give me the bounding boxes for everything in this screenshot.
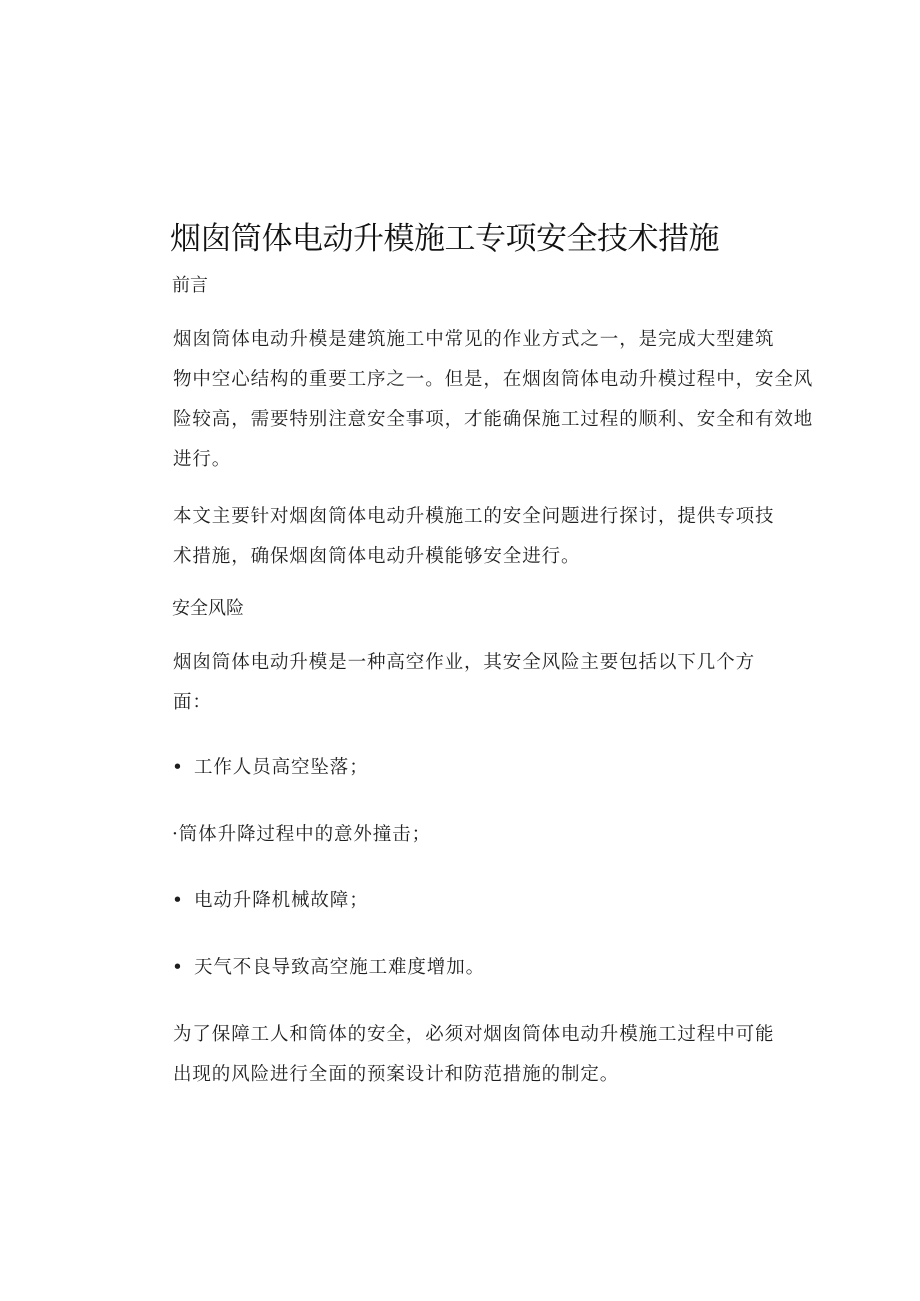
bullet-marker: • — [172, 957, 184, 978]
risk-conclusion-paragraph — [136, 1015, 796, 1095]
risk-item-text: 工作人员高空坠落； — [194, 757, 369, 778]
bullet-marker: • — [172, 757, 184, 778]
paragraph-line: 物中空心结构的重要工序之一。但是，在烟囱筒体电动升模过程中，安全风 — [173, 369, 814, 390]
preface-paragraph-1 — [136, 320, 814, 480]
paragraph-line: 进行。 — [173, 449, 232, 470]
paragraph-line: 出现的风险进行全面的预案设计和防范措施的制定。 — [173, 1064, 620, 1085]
paragraph-line: 险较高，需要特别注意安全事项，才能确保施工过程的顺利、安全和有效地 — [173, 409, 814, 430]
risk-list-item — [172, 886, 369, 916]
paragraph-line: 烟囱筒体电动升模是一种高空作业，其安全风险主要包括以下几个方 — [173, 652, 756, 673]
section-heading-risk: 安全风险 — [172, 598, 244, 619]
paragraph-line: 为了保障工人和筒体的安全，必须对烟囱筒体电动升模施工过程中可能 — [173, 1024, 775, 1045]
risk-item-text: 筒体升降过程中的意外撞击； — [178, 824, 431, 845]
paragraph-line: 面： — [173, 692, 212, 713]
document-title: 烟囱筒体电动升模施工专项安全技术措施 — [170, 221, 719, 257]
risk-list-item — [172, 753, 369, 783]
risk-item-text: 天气不良导致高空施工难度增加。 — [194, 957, 486, 978]
bullet-marker: • — [172, 890, 184, 911]
bullet-marker: · — [172, 824, 179, 845]
section-heading-preface: 前言 — [172, 275, 208, 296]
paragraph-line: 烟囱筒体电动升模是建筑施工中常见的作业方式之一，是完成大型建筑 — [173, 329, 775, 350]
paragraph-line: 术措施，确保烟囱筒体电动升模能够安全进行。 — [173, 546, 581, 567]
risk-intro-paragraph — [136, 643, 796, 723]
risk-list-item — [172, 953, 485, 983]
risk-item-text: 电动升降机械故障； — [194, 890, 369, 911]
preface-paragraph-2 — [136, 497, 796, 577]
risk-list-item — [172, 820, 431, 850]
paragraph-line: 本文主要针对烟囱筒体电动升模施工的安全问题进行探讨，提供专项技 — [173, 506, 775, 527]
